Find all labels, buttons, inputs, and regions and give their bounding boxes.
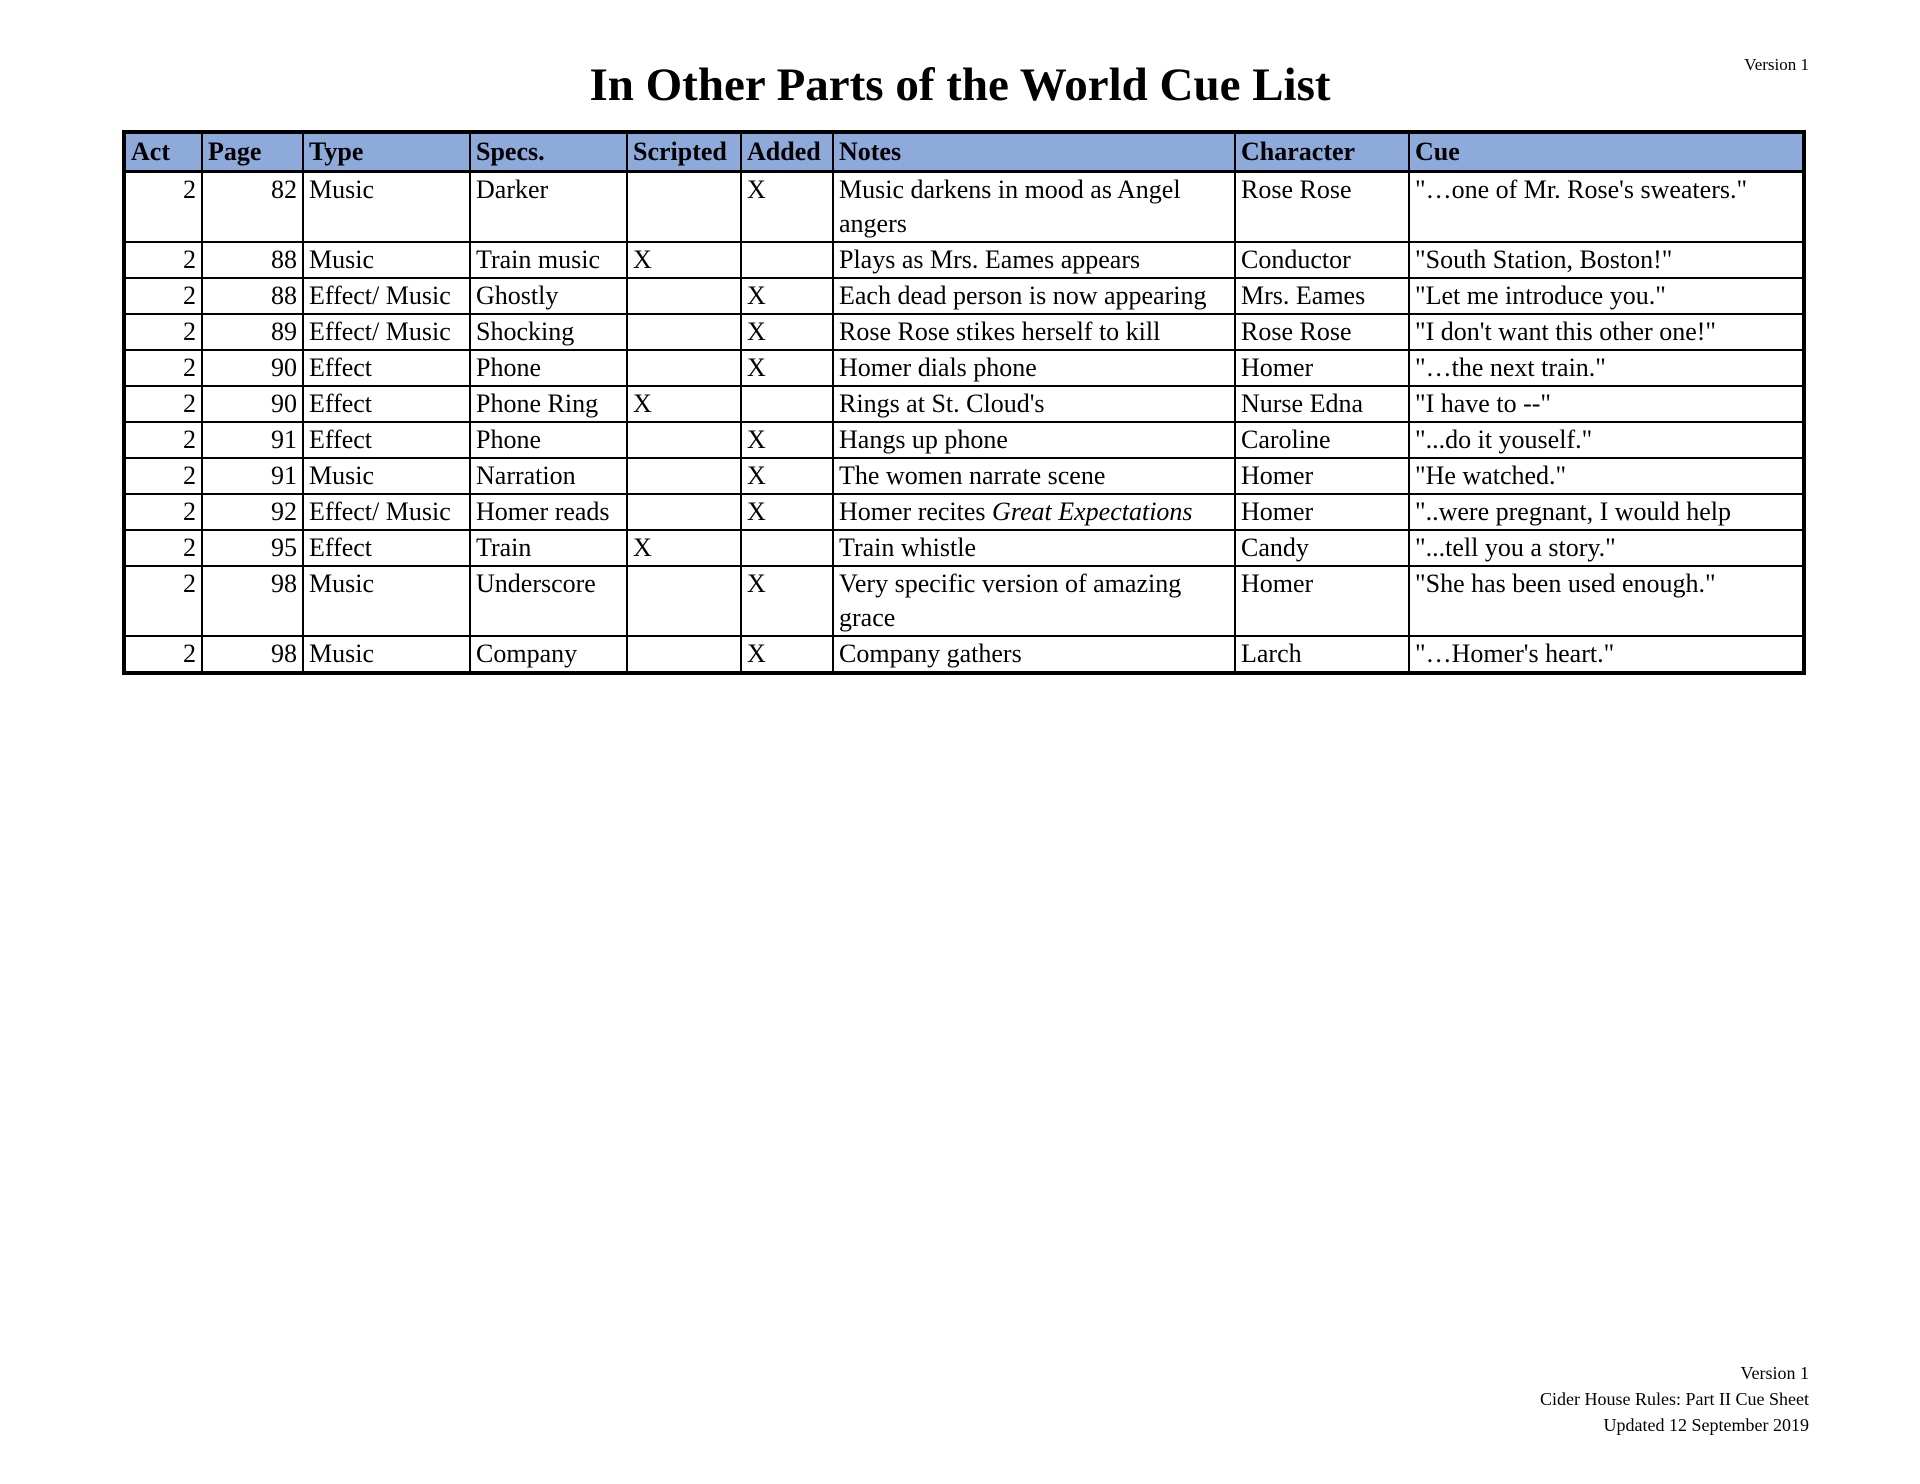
notes-text: Rings at St. Cloud's bbox=[839, 389, 1045, 418]
cell-page: 98 bbox=[202, 636, 303, 673]
cell-act: 2 bbox=[124, 278, 202, 314]
col-header-character: Character bbox=[1235, 132, 1409, 172]
cell-notes bbox=[833, 242, 1235, 278]
cell-cue: "I have to --" bbox=[1409, 386, 1804, 422]
cell-scripted bbox=[627, 314, 741, 350]
cell-specs: Train music bbox=[470, 242, 627, 278]
cell-type: Effect/ Music bbox=[303, 314, 470, 350]
table-row bbox=[124, 314, 1804, 350]
notes-text: Music darkens in mood as Angel angers bbox=[839, 175, 1181, 238]
cell-scripted: X bbox=[627, 242, 741, 278]
cell-added bbox=[741, 530, 833, 566]
col-header-page: Page bbox=[202, 132, 303, 172]
table-row bbox=[124, 458, 1804, 494]
footer-version: Version 1 bbox=[1740, 1363, 1809, 1383]
cell-cue: "I don't want this other one!" bbox=[1409, 314, 1804, 350]
cell-character: Conductor bbox=[1235, 242, 1409, 278]
cell-notes bbox=[833, 458, 1235, 494]
col-header-notes: Notes bbox=[833, 132, 1235, 172]
table-row bbox=[124, 172, 1804, 243]
cell-type: Music bbox=[303, 172, 470, 243]
cell-specs: Company bbox=[470, 636, 627, 673]
cell-added: X bbox=[741, 566, 833, 636]
cell-notes bbox=[833, 530, 1235, 566]
notes-text: Very specific version of amazing grace bbox=[839, 569, 1182, 632]
table-row bbox=[124, 636, 1804, 673]
cell-specs: Ghostly bbox=[470, 278, 627, 314]
cell-notes bbox=[833, 278, 1235, 314]
table-row bbox=[124, 566, 1804, 636]
cell-specs: Narration bbox=[470, 458, 627, 494]
notes-italic-title: Great Expectations bbox=[992, 497, 1193, 526]
cell-scripted: X bbox=[627, 530, 741, 566]
col-header-specs: Specs. bbox=[470, 132, 627, 172]
cell-character: Homer bbox=[1235, 566, 1409, 636]
cell-scripted bbox=[627, 636, 741, 673]
notes-text: Homer recites bbox=[839, 497, 993, 526]
notes-text: Hangs up phone bbox=[839, 425, 1008, 454]
cell-character: Homer bbox=[1235, 494, 1409, 530]
cell-added: X bbox=[741, 494, 833, 530]
cell-character: Homer bbox=[1235, 350, 1409, 386]
cell-character: Rose Rose bbox=[1235, 172, 1409, 243]
cell-added bbox=[741, 386, 833, 422]
cell-page: 95 bbox=[202, 530, 303, 566]
cell-character: Homer bbox=[1235, 458, 1409, 494]
cell-notes bbox=[833, 386, 1235, 422]
cell-scripted bbox=[627, 458, 741, 494]
cell-page: 91 bbox=[202, 422, 303, 458]
cell-added: X bbox=[741, 636, 833, 673]
cell-type: Effect bbox=[303, 422, 470, 458]
cell-page: 98 bbox=[202, 566, 303, 636]
cell-notes bbox=[833, 172, 1235, 243]
cell-cue: "…one of Mr. Rose's sweaters." bbox=[1409, 172, 1804, 243]
table-header-row bbox=[124, 132, 1804, 172]
notes-text: Plays as Mrs. Eames appears bbox=[839, 245, 1141, 274]
cell-cue: "She has been used enough." bbox=[1409, 566, 1804, 636]
notes-text: Each dead person is now appearing bbox=[839, 281, 1207, 310]
cell-notes bbox=[833, 566, 1235, 636]
footer-updated-date: Updated 12 September 2019 bbox=[1603, 1415, 1809, 1435]
cell-page: 82 bbox=[202, 172, 303, 243]
cell-specs: Train bbox=[470, 530, 627, 566]
cell-added bbox=[741, 242, 833, 278]
version-label: Version 1 bbox=[1744, 55, 1809, 74]
table-row bbox=[124, 278, 1804, 314]
footer bbox=[1540, 1360, 1809, 1438]
cell-character: Caroline bbox=[1235, 422, 1409, 458]
table-row bbox=[124, 494, 1804, 530]
footer-sheet-name: Cider House Rules: Part II Cue Sheet bbox=[1540, 1389, 1809, 1409]
cell-specs: Phone Ring bbox=[470, 386, 627, 422]
cell-act: 2 bbox=[124, 566, 202, 636]
cell-scripted bbox=[627, 278, 741, 314]
cell-page: 90 bbox=[202, 350, 303, 386]
cell-act: 2 bbox=[124, 494, 202, 530]
cell-type: Music bbox=[303, 566, 470, 636]
cell-scripted bbox=[627, 494, 741, 530]
cell-type: Effect bbox=[303, 386, 470, 422]
cell-page: 90 bbox=[202, 386, 303, 422]
cell-specs: Shocking bbox=[470, 314, 627, 350]
cell-type: Music bbox=[303, 458, 470, 494]
cell-type: Effect/ Music bbox=[303, 278, 470, 314]
cell-specs: Darker bbox=[470, 172, 627, 243]
page-title: In Other Parts of the World Cue List bbox=[589, 59, 1331, 111]
cell-cue: "South Station, Boston!" bbox=[1409, 242, 1804, 278]
cell-notes bbox=[833, 636, 1235, 673]
cell-page: 88 bbox=[202, 278, 303, 314]
cell-character: Rose Rose bbox=[1235, 314, 1409, 350]
cell-added: X bbox=[741, 314, 833, 350]
cell-type: Effect bbox=[303, 350, 470, 386]
table-row bbox=[124, 530, 1804, 566]
cell-act: 2 bbox=[124, 242, 202, 278]
cell-specs: Underscore bbox=[470, 566, 627, 636]
table-row bbox=[124, 242, 1804, 278]
cell-act: 2 bbox=[124, 636, 202, 673]
cell-type: Effect/ Music bbox=[303, 494, 470, 530]
table-row bbox=[124, 386, 1804, 422]
cell-cue: "…Homer's heart." bbox=[1409, 636, 1804, 673]
cue-table bbox=[122, 130, 1806, 675]
cell-cue: "...do it youself." bbox=[1409, 422, 1804, 458]
cell-specs: Phone bbox=[470, 350, 627, 386]
cell-character: Nurse Edna bbox=[1235, 386, 1409, 422]
cell-added: X bbox=[741, 278, 833, 314]
cell-page: 92 bbox=[202, 494, 303, 530]
cell-type: Effect bbox=[303, 530, 470, 566]
cell-page: 88 bbox=[202, 242, 303, 278]
cell-scripted bbox=[627, 422, 741, 458]
col-header-type: Type bbox=[303, 132, 470, 172]
cell-cue: "..were pregnant, I would help bbox=[1409, 494, 1804, 530]
cell-cue: "He watched." bbox=[1409, 458, 1804, 494]
cell-act: 2 bbox=[124, 422, 202, 458]
cell-added: X bbox=[741, 350, 833, 386]
cell-notes bbox=[833, 350, 1235, 386]
cell-cue: "...tell you a story." bbox=[1409, 530, 1804, 566]
cell-notes bbox=[833, 422, 1235, 458]
col-header-cue: Cue bbox=[1409, 132, 1804, 172]
cell-scripted: X bbox=[627, 386, 741, 422]
cell-character: Candy bbox=[1235, 530, 1409, 566]
cell-scripted bbox=[627, 350, 741, 386]
notes-text: Company gathers bbox=[839, 639, 1022, 668]
cell-specs: Homer reads bbox=[470, 494, 627, 530]
cell-added: X bbox=[741, 458, 833, 494]
cell-type: Music bbox=[303, 242, 470, 278]
cell-specs: Phone bbox=[470, 422, 627, 458]
cell-scripted bbox=[627, 172, 741, 243]
notes-text: Train whistle bbox=[839, 533, 976, 562]
cell-act: 2 bbox=[124, 530, 202, 566]
cell-act: 2 bbox=[124, 458, 202, 494]
table-row bbox=[124, 350, 1804, 386]
cell-type: Music bbox=[303, 636, 470, 673]
cell-character: Larch bbox=[1235, 636, 1409, 673]
cell-act: 2 bbox=[124, 314, 202, 350]
table-body bbox=[124, 172, 1804, 674]
cell-act: 2 bbox=[124, 350, 202, 386]
notes-text: The women narrate scene bbox=[839, 461, 1106, 490]
col-header-act: Act bbox=[124, 132, 202, 172]
cell-act: 2 bbox=[124, 172, 202, 243]
cell-cue: "Let me introduce you." bbox=[1409, 278, 1804, 314]
col-header-added: Added bbox=[741, 132, 833, 172]
cell-added: X bbox=[741, 172, 833, 243]
cell-character: Mrs. Eames bbox=[1235, 278, 1409, 314]
cell-page: 89 bbox=[202, 314, 303, 350]
cell-added: X bbox=[741, 422, 833, 458]
table-row bbox=[124, 422, 1804, 458]
notes-text: Homer dials phone bbox=[839, 353, 1037, 382]
cell-scripted bbox=[627, 566, 741, 636]
col-header-scripted: Scripted bbox=[627, 132, 741, 172]
cell-notes bbox=[833, 494, 1235, 530]
cell-act: 2 bbox=[124, 386, 202, 422]
notes-text: Rose Rose stikes herself to kill bbox=[839, 317, 1161, 346]
cell-cue: "…the next train." bbox=[1409, 350, 1804, 386]
cell-page: 91 bbox=[202, 458, 303, 494]
cell-notes bbox=[833, 314, 1235, 350]
